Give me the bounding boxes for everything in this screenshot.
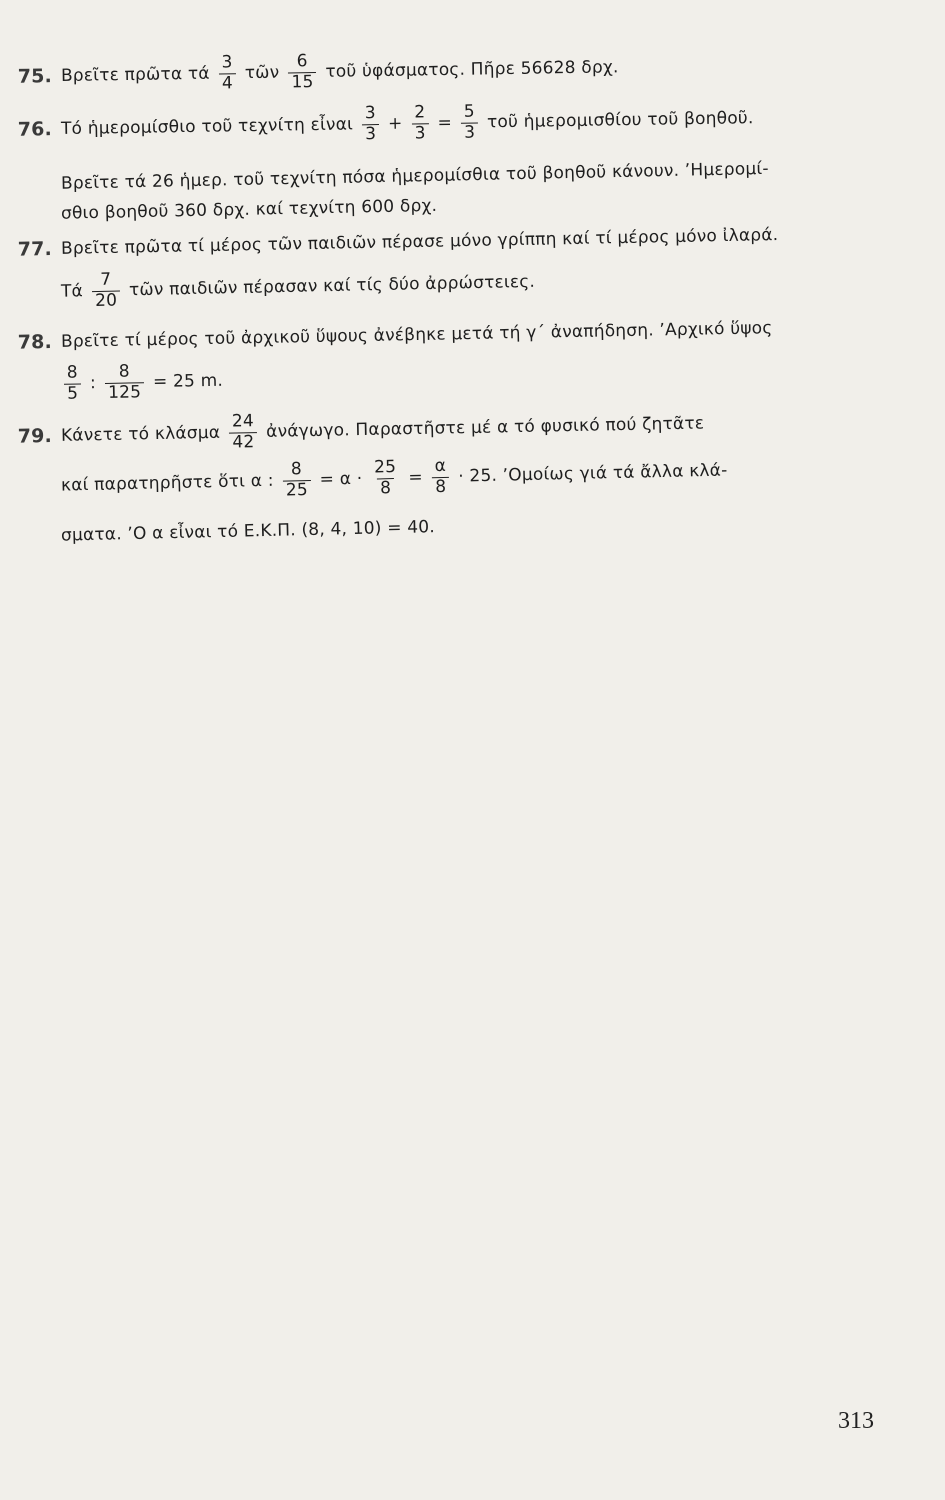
page-number: 313 [838,1408,874,1434]
text-run: Βρεῖτε πρῶτα τί μέρος τῶν παιδιῶν πέρασε μόνο γρίππη καί τί μέρος μόνο ἰλαρά. [60,225,779,259]
text-run: Τά [60,281,84,302]
fraction [288,52,317,93]
problem-number [0,486,52,487]
fraction-denominator: 15 [288,72,316,93]
fraction-numerator: 7 [100,269,112,290]
problem-number [0,184,52,185]
fraction-denominator: 4 [219,73,236,94]
text-run: = [408,467,424,488]
text-run: σθιο βοηθοῦ 360 δρχ. καί τεχνίτη 600 δρχ. [60,195,438,224]
text-run: καί παρατηρῆστε ὅτι α : [60,470,274,496]
problem-number: 75. [17,65,53,88]
fraction [431,457,449,497]
text-run: = 25 m. [152,370,224,393]
fraction-denominator: 8 [432,476,449,497]
fraction-denominator: 20 [92,290,120,311]
text-run: σματα. ’Ο α εἶναι τό Ε.Κ.Π. (8, 4, 10) = 40. [60,517,436,546]
fraction-denominator: 25 [283,479,312,500]
fraction [64,363,82,403]
fraction-numerator: 25 [373,456,397,478]
problem-number: 77. [17,238,53,261]
text-run: τοῦ ἡμερομισθίου τοῦ βοηθοῦ. [486,108,754,133]
fraction-numerator: 3 [364,103,377,124]
problem-number [0,384,52,385]
fraction-numerator: 8 [118,361,130,382]
fraction-numerator: 6 [296,51,308,72]
text-run: Τό ἡμερομίσθιο τοῦ τεχνίτη εἶναι [60,114,354,140]
text-run: τῶν παιδιῶν πέρασαν καί τίς δύο ἀρρώστειες. [128,271,536,301]
text-run: = [437,112,453,134]
problem-number: 78. [17,331,53,354]
fraction [218,53,236,93]
problem-number: 76. [17,118,53,141]
fraction-numerator: 3 [221,52,233,73]
text-run: Βρεῖτε τί μέρος τοῦ ἀρχικοῦ ὕψους ἀνέβηκε μετά τή γ΄ ἀναπήδηση. ’Αρχικό ὕψος [60,318,773,352]
fraction-denominator: 125 [105,382,144,403]
problem-number: 79. [17,425,53,448]
text-run: Βρεῖτε πρῶτα τά [60,63,210,87]
fraction-denominator: 3 [461,122,478,143]
fraction-denominator: 8 [377,478,394,499]
fraction-numerator: 8 [66,362,78,383]
text-run: Βρεῖτε τά 26 ἡμερ. τοῦ τεχνίτη πόσα ἡμερομίσθια τοῦ βοηθοῦ κάνουν. ’Ημερομί- [60,158,769,194]
fraction-numerator: 8 [290,459,303,480]
fraction [229,412,258,453]
fraction-denominator: 3 [411,123,428,144]
fraction-numerator: α [434,455,447,477]
problem-number [0,536,52,537]
text-run: · 25. ’Ομοίως γιά τά ἄλλα κλά- [458,460,728,487]
fraction [461,102,479,142]
fraction-denominator: 5 [64,383,81,404]
fraction-numerator: 24 [231,411,255,432]
fraction [371,458,400,499]
fraction-denominator: 42 [229,432,257,453]
text-run: τῶν [244,62,280,84]
fraction-denominator: 3 [362,124,379,145]
text-run: ἀνάγωγο. Παραστῆστε μέ α τό φυσικό πού ζητᾶτε [266,413,705,442]
fraction [362,104,380,144]
fraction [105,362,145,403]
fraction-numerator: 2 [414,102,426,123]
text-run: + [387,113,403,134]
fraction-numerator: 5 [463,101,475,122]
fraction [92,270,121,311]
fraction [411,103,429,143]
text-run: : [89,373,97,394]
problem-number [0,214,52,215]
text-run: = α · [319,468,363,490]
problem-number [0,292,52,293]
text-run: τοῦ ὑφάσματος. Πῆρε 56628 δρχ. [325,57,619,82]
fraction [282,460,311,501]
text-run: Κάνετε τό κλάσμα [60,422,221,446]
